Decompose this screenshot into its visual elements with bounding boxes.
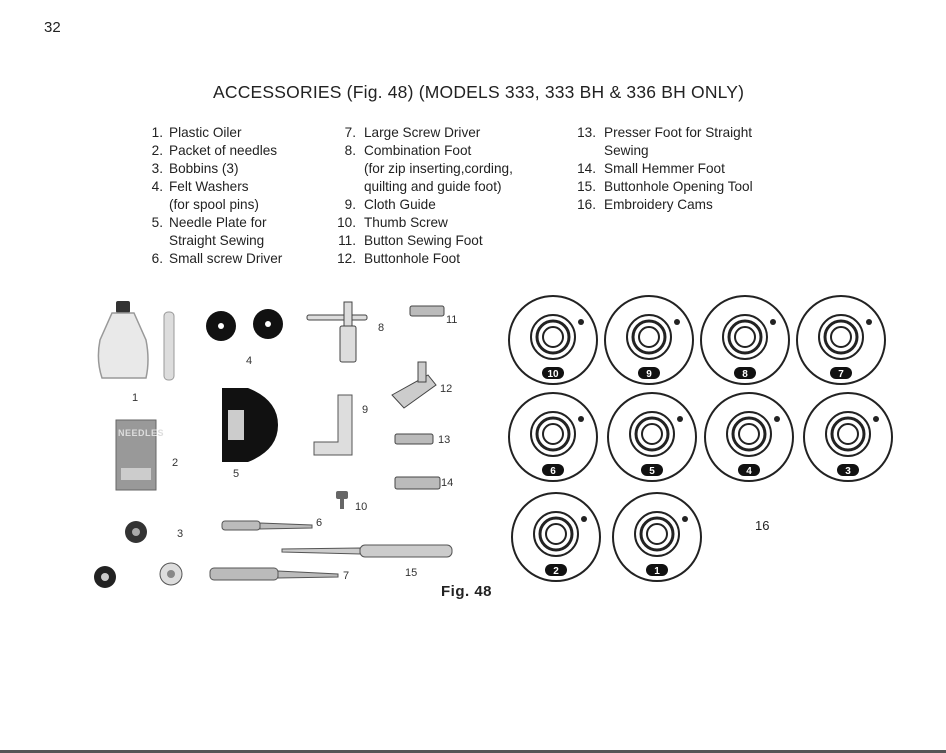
figure-label-6: 6 <box>316 517 323 529</box>
cam-number: 8 <box>742 369 748 380</box>
embroidery-cams-illustration <box>509 296 892 581</box>
cloth-guide-illustration <box>314 395 352 455</box>
item-text: Needle Plate for <box>169 215 267 230</box>
figure-label-14: 14 <box>441 477 454 489</box>
figure-label-1: 1 <box>132 392 139 404</box>
item-text: Buttonhole Opening Tool <box>604 179 753 194</box>
item-text: Bobbins (3) <box>169 161 239 176</box>
item-number: 9. <box>344 197 356 212</box>
figure-label-5: 5 <box>233 468 240 480</box>
felt-washers-illustration <box>206 309 283 341</box>
item-number: 11. <box>338 233 356 248</box>
embroidery-cam <box>797 296 885 384</box>
item-number: 13. <box>577 125 596 140</box>
figure-label-4: 4 <box>246 355 253 367</box>
item-text: Small Hemmer Foot <box>604 161 725 176</box>
plastic-oiler-illustration <box>98 301 174 380</box>
item-text: Sewing <box>604 143 649 158</box>
item-number: 1. <box>151 125 163 140</box>
embroidery-cam <box>804 393 892 481</box>
embroidery-cam <box>613 493 701 581</box>
large-screwdriver-illustration <box>210 568 338 580</box>
cam-number: 2 <box>553 566 559 577</box>
item-number: 2. <box>151 143 163 158</box>
small-hemmer-foot-illustration <box>395 477 440 489</box>
bobbins-illustration <box>94 521 182 588</box>
figure-label-9: 9 <box>362 404 369 416</box>
embroidery-cam <box>701 296 789 384</box>
item-text: Embroidery Cams <box>604 197 713 212</box>
cam-number: 6 <box>550 466 556 477</box>
cam-number: 5 <box>649 466 655 477</box>
combination-foot-illustration <box>307 302 367 362</box>
item-number: 15. <box>577 179 596 194</box>
item-number: 7. <box>344 125 356 140</box>
item-number: 16. <box>577 197 596 212</box>
buttonhole-opening-tool-illustration <box>282 545 452 557</box>
embroidery-cam <box>512 493 600 581</box>
page-title: ACCESSORIES (Fig. 48) (MODELS 333, 333 BH & 336 BH ONLY) <box>213 82 745 102</box>
presser-foot-illustration <box>395 434 433 444</box>
figure-label-13: 13 <box>438 434 451 446</box>
figure-label-8: 8 <box>378 322 385 334</box>
page-number: 32 <box>44 19 61 36</box>
embroidery-cam <box>509 393 597 481</box>
cam-number: 3 <box>845 466 851 477</box>
item-number: 12. <box>337 251 356 266</box>
item-text: quilting and guide foot) <box>364 179 502 194</box>
item-text: Felt Washers <box>169 179 249 194</box>
item-text: Thumb Screw <box>364 215 448 230</box>
cam-number: 7 <box>838 369 844 380</box>
item-text: Buttonhole Foot <box>364 251 460 266</box>
cam-number: 10 <box>547 369 559 380</box>
figure-label-11: 11 <box>446 314 458 326</box>
item-number: 8. <box>344 143 356 158</box>
cam-number: 9 <box>646 369 652 380</box>
item-text: Large Screw Driver <box>364 125 481 140</box>
figure-label-15: 15 <box>405 567 418 579</box>
figure-label-3: 3 <box>177 528 184 540</box>
item-text: Small screw Driver <box>169 251 283 266</box>
figure-label-10: 10 <box>355 501 368 513</box>
item-text: Cloth Guide <box>364 197 436 212</box>
embroidery-cam <box>705 393 793 481</box>
thumb-screw-illustration <box>336 491 348 509</box>
item-number: 6. <box>151 251 163 266</box>
item-number: 14. <box>577 161 596 176</box>
figure-label-12: 12 <box>440 383 453 395</box>
item-text: (for zip inserting,cording, <box>364 161 513 176</box>
cam-number: 4 <box>746 466 752 477</box>
buttonhole-foot-illustration <box>392 362 436 408</box>
item-text: Plastic Oiler <box>169 125 242 140</box>
figure-label-16: 16 <box>755 518 770 533</box>
item-number: 4. <box>151 179 163 194</box>
item-number: 3. <box>151 161 163 176</box>
item-text: Button Sewing Foot <box>364 233 483 248</box>
embroidery-cam <box>605 296 693 384</box>
cam-number: 1 <box>654 566 660 577</box>
item-text: Packet of needles <box>169 143 278 158</box>
needle-plate-illustration <box>222 388 278 462</box>
item-text: (for spool pins) <box>169 197 259 212</box>
button-sewing-foot-illustration <box>410 306 444 316</box>
item-number: 5. <box>151 215 163 230</box>
needle-packet-text: NEEDLES <box>118 428 165 438</box>
small-screwdriver-illustration <box>222 521 312 530</box>
figure-label-2: 2 <box>172 457 179 469</box>
item-text: Presser Foot for Straight <box>604 125 753 140</box>
figure-label-7: 7 <box>343 570 350 582</box>
embroidery-cam <box>509 296 597 384</box>
item-number: 10. <box>337 215 356 230</box>
item-text: Combination Foot <box>364 143 472 158</box>
figure-caption: Fig. 48 <box>441 583 493 600</box>
embroidery-cam <box>608 393 696 481</box>
item-text: Straight Sewing <box>169 233 265 248</box>
